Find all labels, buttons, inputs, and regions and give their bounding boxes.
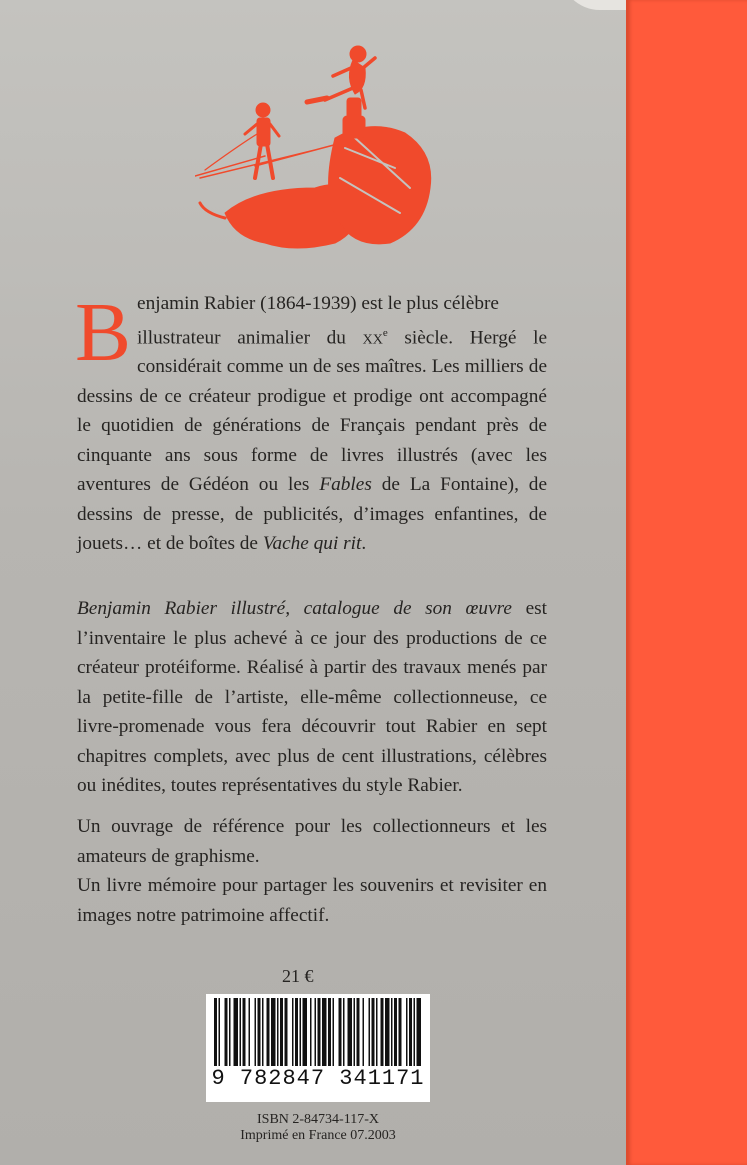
- fables-title: Fables: [319, 474, 372, 496]
- intro-paragraph: [75, 286, 548, 559]
- drop-cap: B: [75, 286, 132, 379]
- printing-info: Imprimé en France 07.2003: [240, 1128, 396, 1143]
- catalogue-paragraph: [77, 594, 547, 801]
- vache-qui-rit-title: Vache qui rit: [262, 533, 362, 555]
- closing-line-b: Un livre mémoire pour partager les souvenirs et revisiter en images notre patrimoine affectif.: [77, 875, 547, 926]
- intro-text-b: siècle. Hergé le considérait comme un de ses maîtres. Les milliers de dessins de ce créateur prodigue et prodige ont accompagné le quotidien de générations de Français pendant près de cinquante ans sous forme de livres illustrés (avec les aventures de Gédéon ou les: [77, 326, 548, 496]
- barcode-number: 9 782847 341171: [211, 1066, 425, 1091]
- century-numeral: xx: [362, 326, 383, 348]
- book-title: Benjamin Rabier illustré, catalogue de son œuvre: [77, 598, 512, 619]
- book-spine: [626, 0, 747, 1165]
- barcode-bars: [206, 994, 430, 1070]
- closing-paragraph: [77, 812, 547, 930]
- lion-acrobat-illustration: [195, 38, 440, 278]
- price-label: 21 €: [282, 966, 314, 986]
- catalogue-text: est l’inventaire le plus achevé à ce jour des productions de ce créateur protéiforme. Réalisé à partir des travaux menés par la petite-fille de l’artiste, elle-même collectionneuse, ce livre-promenade vous fera découvrir tout Rabier en sept chapitres complets, avec plus de cent illustrations, célèbres ou inédites, toutes représentatives du style Rabier.: [77, 598, 547, 796]
- intro-text-c: de La Fontaine), de dessins de presse, de publicités, d’images enfantines, de jouets… et de boîtes de: [77, 474, 548, 555]
- isbn-label: ISBN 2-84734-117-X: [257, 1112, 379, 1127]
- closing-line-a: Un ouvrage de référence pour les collectionneurs et les amateurs de graphisme.: [77, 816, 547, 867]
- intro-text-a: illustrateur animalier du: [137, 326, 363, 348]
- barcode: [206, 994, 430, 1102]
- intro-first-line: enjamin Rabier (1864-1939) est le plus célèbre: [137, 293, 499, 314]
- intro-end: .: [361, 533, 367, 555]
- century-superscript: e: [382, 326, 388, 339]
